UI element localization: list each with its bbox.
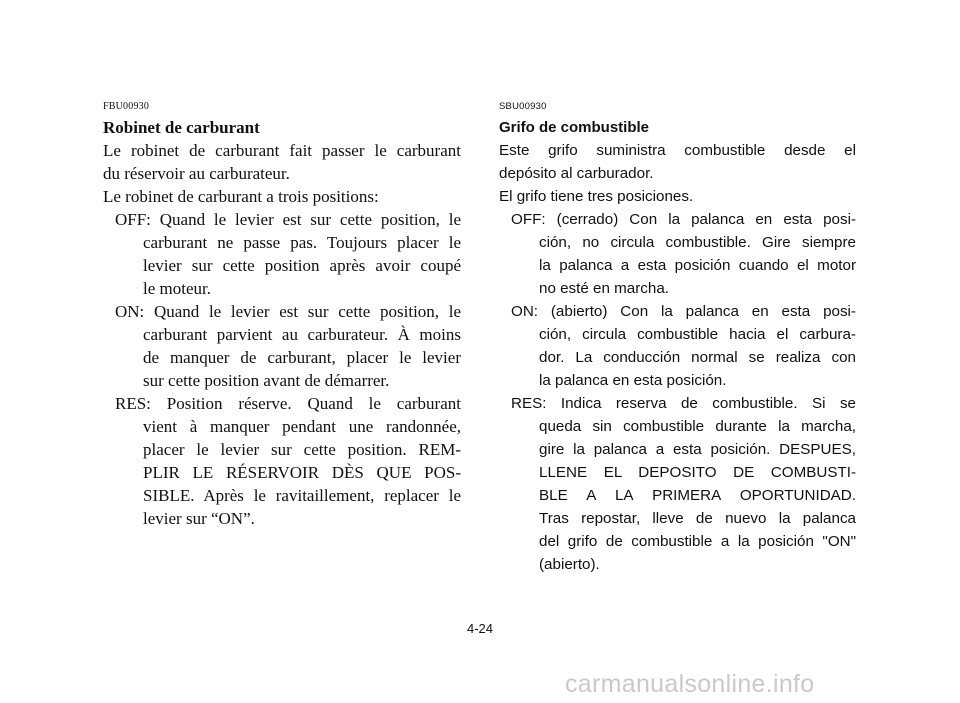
text-line: du réservoir au carburateur. bbox=[103, 164, 290, 183]
text-line: ción, circula combustible hacia el carbura- bbox=[539, 326, 856, 343]
section-code: FBU00930 bbox=[103, 101, 150, 112]
text-line: no esté en marcha. bbox=[539, 280, 670, 297]
text-line: queda sin combustible durante la marcha, bbox=[539, 418, 856, 435]
text-line: LLENE EL DEPOSITO DE COMBUSTI- bbox=[539, 464, 856, 481]
text-line: El grifo tiene tres posiciones. bbox=[499, 188, 694, 205]
positions-line bbox=[499, 185, 856, 208]
text-line: ción, no circula combustible. Gire siempre bbox=[539, 234, 856, 251]
positions-line bbox=[103, 185, 461, 208]
position-item-res bbox=[499, 392, 856, 576]
text-line: Este grifo suministra combustible desde el bbox=[499, 142, 856, 159]
text-line: RES: Position réserve. Quand le carburant bbox=[115, 394, 461, 413]
section-title: Grifo de combustible bbox=[499, 119, 650, 136]
text-line: carburant ne passe pas. Toujours placer le bbox=[143, 233, 461, 252]
text-line: ON: Quand le levier est sur cette position, le bbox=[115, 302, 461, 321]
spanish-column bbox=[499, 100, 856, 576]
intro-paragraph bbox=[103, 139, 461, 185]
watermark: carmanualsonline.info bbox=[565, 670, 815, 698]
text-line: ON: (abierto) Con la palanca en esta posi- bbox=[511, 303, 856, 320]
text-line: SIBLE. Après le ravitaillement, replacer le bbox=[143, 486, 461, 505]
text-line: (abierto). bbox=[539, 556, 600, 573]
text-line: gire la palanca a esta posición. DESPUES, bbox=[539, 441, 856, 458]
position-item-on bbox=[499, 300, 856, 392]
text-line: OFF: (cerrado) Con la palanca en esta posi- bbox=[511, 211, 856, 228]
text-line: de manquer de carburant, placer le levier bbox=[143, 348, 461, 367]
text-line: levier sur cette position après avoir coupé bbox=[143, 256, 461, 275]
text-line: del grifo de combustible a la posición "ON" bbox=[539, 533, 856, 550]
text-line: vient à manquer pendant une randonnée, bbox=[143, 417, 461, 436]
position-item-off bbox=[103, 208, 461, 300]
text-line: dor. La conducción normal se realiza con bbox=[539, 349, 856, 366]
text-line: carburant parvient au carburateur. À moins bbox=[143, 325, 461, 344]
text-line: levier sur “ON”. bbox=[143, 509, 255, 528]
text-line: Tras repostar, lleve de nuevo la palanca bbox=[539, 510, 856, 527]
text-line: PLIR LE RÉSERVOIR DÈS QUE POS- bbox=[143, 463, 461, 482]
position-item-on bbox=[103, 300, 461, 392]
text-line: Le robinet de carburant a trois positions: bbox=[103, 187, 379, 206]
text-line: le moteur. bbox=[143, 279, 211, 298]
section-title: Robinet de carburant bbox=[103, 118, 260, 137]
text-line: BLE A LA PRIMERA OPORTUNIDAD. bbox=[539, 487, 856, 504]
position-item-off bbox=[499, 208, 856, 300]
text-line: la palanca a esta posición cuando el motor bbox=[539, 257, 856, 274]
text-line: Le robinet de carburant fait passer le carburant bbox=[103, 141, 461, 160]
position-item-res bbox=[103, 392, 461, 530]
text-line: sur cette position avant de démarrer. bbox=[143, 371, 390, 390]
text-line: RES: Indica reserva de combustible. Si se bbox=[511, 395, 856, 412]
section-code: SBU00930 bbox=[499, 101, 547, 112]
text-line: placer le levier sur cette position. REM- bbox=[143, 440, 461, 459]
page-number: 4-24 bbox=[466, 621, 494, 636]
french-column bbox=[103, 100, 461, 530]
text-line: OFF: Quand le levier est sur cette position, le bbox=[115, 210, 461, 229]
text-line: la palanca en esta posición. bbox=[539, 372, 727, 389]
intro-paragraph bbox=[499, 139, 856, 185]
text-line: depósito al carburador. bbox=[499, 165, 654, 182]
